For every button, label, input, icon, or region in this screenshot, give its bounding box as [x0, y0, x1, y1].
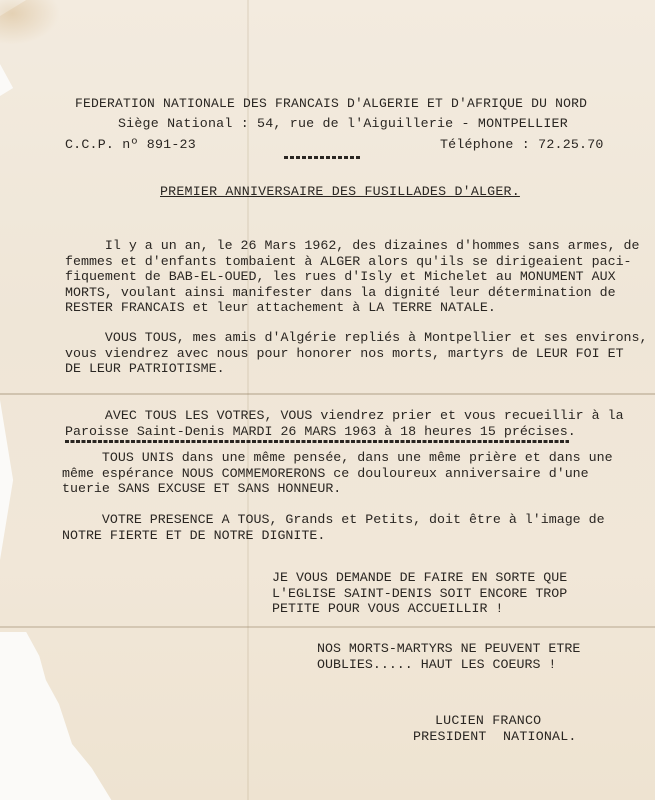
paragraph-3	[65, 408, 624, 439]
text-line: Il y a un an, le 26 Mars 1962, des dizaines d'hommes sans armes, de	[65, 238, 640, 253]
text-line: femmes et d'enfants tombaient à ALGER alors qu'ils se dirigeaient paci-	[65, 253, 632, 269]
text-line: DE LEUR PATRIOTISME.	[65, 361, 225, 376]
paragraph-5	[62, 512, 605, 543]
text-line: Paroisse Saint-Denis MARDI 26 MARS 1963 à 18 heures 15 précises.	[65, 423, 576, 439]
paragraph-2	[65, 330, 648, 377]
text-line: vous viendrez avec nous pour honorer nos morts, martyrs de LEUR FOI ET	[65, 345, 624, 361]
text-line: OUBLIES..... HAUT LES COEURS !	[317, 656, 557, 672]
text-line: AVEC TOUS LES VOTRES, VOUS viendrez prier et vous recueillir à la	[65, 408, 624, 423]
organization-name: FEDERATION NATIONALE DES FRANCAIS D'ALGERIE ET D'AFRIQUE DU NORD	[75, 96, 588, 111]
document-title: PREMIER ANNIVERSAIRE DES FUSILLADES D'ALGER.	[160, 184, 520, 199]
text-line: même espérance NOUS COMMEMORERONS ce douloureux anniversaire d'une	[62, 465, 589, 481]
text-line: tuerie SANS EXCUSE ET SANS HONNEUR.	[62, 481, 342, 496]
text-line: JE VOUS DEMANDE DE FAIRE EN SORTE QUE	[272, 570, 568, 585]
text-line: PETITE POUR VOUS ACCUEILLIR !	[272, 601, 504, 616]
fold-crease-horizontal-2	[0, 626, 655, 628]
paragraph-7	[317, 641, 580, 672]
paragraph-4	[62, 450, 613, 497]
text-line: NOTRE FIERTE ET DE NOTRE DIGNITE.	[62, 527, 326, 543]
organization-address: Siège National : 54, rue de l'Aiguillerie - MONTPELLIER	[118, 116, 568, 131]
ccp-number: C.C.P. nº 891-23	[65, 137, 196, 152]
telephone-number: Téléphone : 72.25.70	[440, 137, 604, 152]
text-line: VOTRE PRESENCE A TOUS, Grands et Petits, doit être à l'image de	[62, 512, 605, 527]
text-line: NOS MORTS-MARTYRS NE PEUVENT ETRE	[317, 641, 581, 656]
text-line: MORTS, voulant ainsi manifester dans la dignité leur détermination de	[65, 284, 616, 300]
text-line: TOUS UNIS dans une même pensée, dans une même prière et dans une	[62, 450, 613, 465]
text-line: RESTER FRANCAIS et leur attachement à LA TERRE NATALE.	[65, 300, 496, 315]
header-separator	[284, 156, 362, 159]
text-line: fiquement de BAB-EL-OUED, les rues d'Isly et Michelet au MONUMENT AUX	[65, 269, 616, 284]
signature-name: LUCIEN FRANCO	[435, 713, 542, 728]
fold-crease-horizontal-1	[0, 393, 655, 395]
paper-stain	[0, 0, 60, 45]
date-underline	[65, 440, 569, 443]
signature-role: PRESIDENT NATIONAL.	[413, 729, 577, 744]
paragraph-1	[65, 238, 640, 316]
paragraph-6	[272, 570, 567, 617]
text-line: L'EGLISE SAINT-DENIS SOIT ENCORE TROP	[272, 585, 568, 601]
text-line: VOUS TOUS, mes amis d'Algérie repliés à Montpellier et ses environs,	[65, 330, 648, 345]
